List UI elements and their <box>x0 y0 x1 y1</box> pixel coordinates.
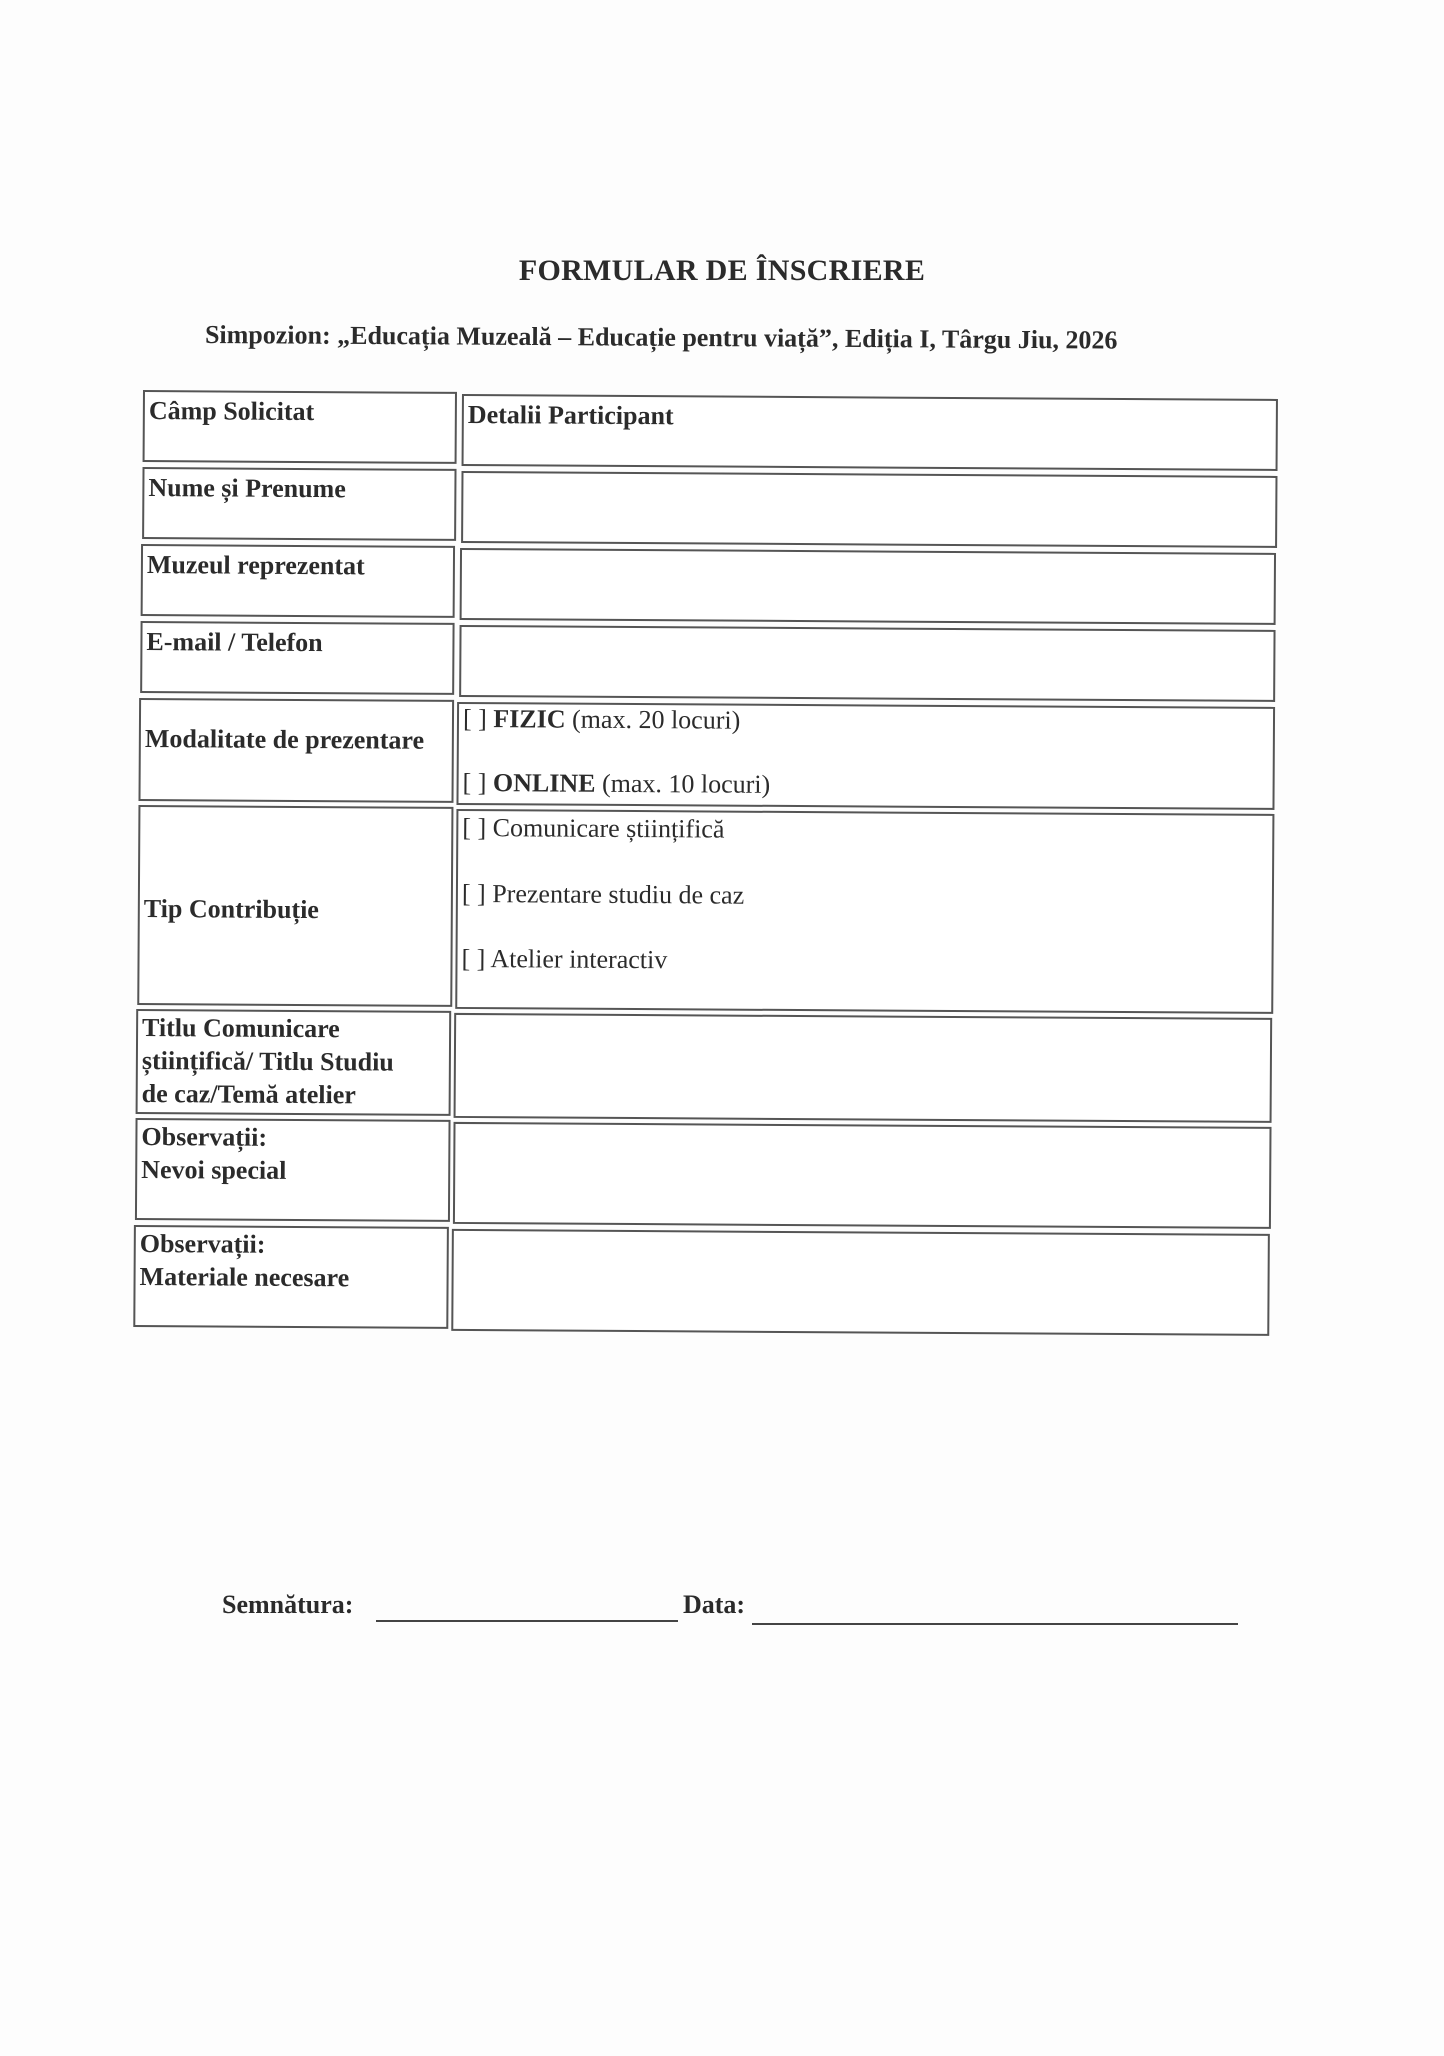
row-mode-label: Modalitate de prezentare <box>144 724 425 755</box>
name-input-cell[interactable] <box>461 471 1277 548</box>
checkbox-online[interactable]: [ ] <box>462 767 487 798</box>
contribution-option-workshop[interactable] <box>461 944 667 975</box>
materials-input-cell[interactable] <box>451 1229 1270 1336</box>
row-special-needs-label-line: Nevoi special <box>141 1155 287 1185</box>
document-title: FORMULAR DE ÎNSCRIERE <box>518 254 926 287</box>
mode-option-fizic[interactable] <box>463 704 740 736</box>
mode-option-online[interactable] <box>463 768 771 800</box>
document-subtitle: Simpozion: „Educația Muzeală – Educație pentru viață”, Ediția I, Târgu Jiu, 2026 <box>204 320 1118 355</box>
contribution-scientific-label: Comunicare științifică <box>492 813 725 844</box>
row-title-label-line: de caz/Temă atelier <box>141 1079 356 1110</box>
row-contribution-label: Tip Contribuție <box>143 894 319 925</box>
row-materials-label-line: Materiale necesare <box>139 1262 350 1293</box>
row-contact-label-cell <box>140 621 454 695</box>
row-special-needs-label-line: Observații: <box>141 1122 268 1152</box>
museum-input-cell[interactable] <box>460 548 1276 625</box>
row-contact-label: E-mail / Telefon <box>146 627 323 658</box>
contribution-option-case-study[interactable] <box>462 879 744 911</box>
mode-online-note: (max. 10 locuri) <box>601 768 771 799</box>
contribution-option-scientific[interactable] <box>462 813 724 845</box>
contribution-workshop-label: Atelier interactiv <box>490 944 668 975</box>
mode-fizic-label: FIZIC <box>493 704 566 734</box>
header-field-cell <box>143 390 457 464</box>
row-title-label-cell <box>136 1009 452 1116</box>
title-input-cell[interactable] <box>454 1013 1273 1123</box>
checkbox-fizic[interactable]: [ ] <box>462 703 487 734</box>
header-details-label: Detalii Participant <box>467 400 674 431</box>
row-title-label-line: Titlu Comunicare <box>142 1013 340 1044</box>
row-museum-label-cell <box>141 544 455 618</box>
row-title-label-line: științifică/ Titlu Studiu <box>141 1046 394 1077</box>
contribution-options-cell <box>455 809 1274 1014</box>
date-label: Data: <box>683 1590 746 1619</box>
header-details-cell <box>462 394 1278 471</box>
mode-fizic-note: (max. 20 locuri) <box>571 704 741 735</box>
checkbox-case-study[interactable]: [ ] <box>461 878 486 909</box>
row-name-label: Nume și Prenume <box>148 473 346 504</box>
mode-options-cell <box>456 702 1275 810</box>
row-materials-label-cell <box>133 1225 449 1329</box>
signature-label: Semnătura: <box>222 1590 354 1619</box>
signature-line[interactable] <box>376 1620 678 1622</box>
row-special-needs-label-cell <box>135 1118 451 1222</box>
row-museum-label: Muzeul reprezentat <box>146 550 365 581</box>
row-mode-label-cell <box>138 698 454 803</box>
mode-online-label: ONLINE <box>492 768 596 798</box>
date-line[interactable] <box>752 1623 1238 1625</box>
header-field-label: Câmp Solicitat <box>148 396 315 427</box>
contribution-case-study-label: Prezentare studiu de caz <box>492 879 745 910</box>
row-name-label-cell <box>142 467 456 541</box>
row-contribution-label-cell <box>137 805 453 1007</box>
special-needs-input-cell[interactable] <box>453 1122 1272 1229</box>
contact-input-cell[interactable] <box>459 625 1275 702</box>
checkbox-workshop[interactable]: [ ] <box>461 943 486 974</box>
row-materials-label-line: Observații: <box>139 1229 266 1259</box>
checkbox-scientific[interactable]: [ ] <box>462 812 487 843</box>
